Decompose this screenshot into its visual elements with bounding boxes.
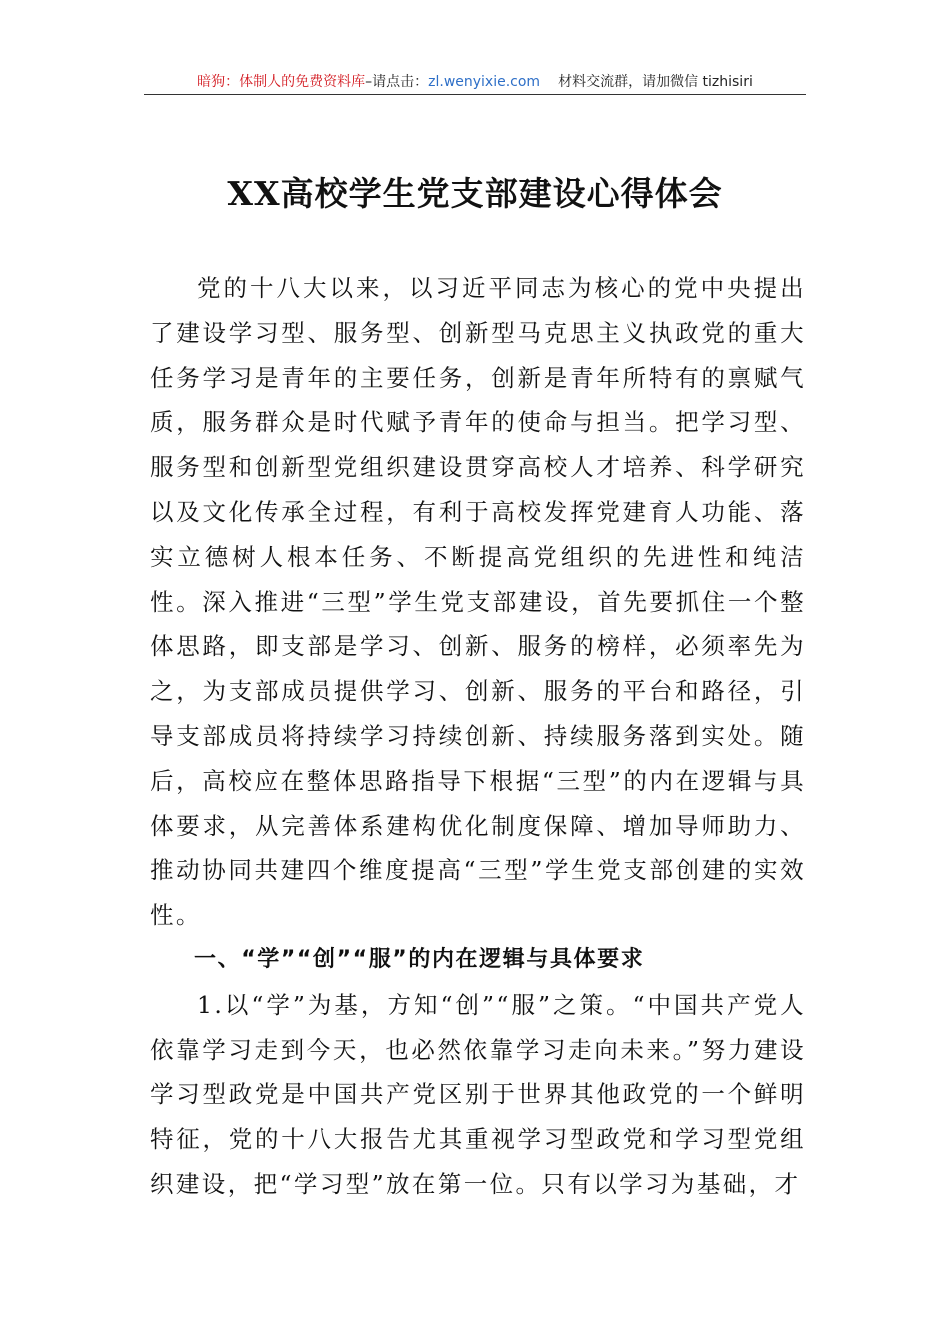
header-link[interactable]: zl.wenyixie.com	[428, 74, 541, 90]
header-click-prompt: –请点击：	[365, 74, 429, 90]
document-body	[150, 266, 806, 1207]
header-brand: 暗狗：体制人的免费资料库	[197, 74, 366, 90]
page-header	[144, 70, 806, 94]
section-heading-1: 一、“学”“创”“服”的内在逻辑与具体要求	[194, 946, 645, 972]
paragraph-intro: 党的十八大以来，以习近平同志为核心的党中央提出了建设学习型、服务型、创新型马克思主义执政党的重大任务学习是青年的主要任务，创新是青年所特有的禀赋气质，服务群众是时代赋予青年的使命与担当。把学习型、服务型和创新型党组织建设贯穿高校人才培养、科学研究以及文化传承全过程，有利于高校发挥党建育人功能、落实立德树人根本任务、不断提高党组织的先进性和纯洁性。深入推进“三型”学生党支部建设，首先要抓住一个整体思路，即支部是学习、创新、服务的榜样，必须率先为之，为支部成员提供学习、创新、服务的平台和路径，引导支部成员将持续学习持续创新、持续服务落到实处。随后，高校应在整体思路指导下根据“三型”的内在逻辑与具体要求，从完善体系建构优化制度保障、增加导师助力、推动协同共建四个维度提高“三型”学生党支部创建的实效性。	[150, 274, 806, 930]
paragraph-point-1: 1.以“学”为基，方知“创”“服”之策。“中国共产党人依靠学习走到今天，也必然依靠学习走向未来。”努力建设学习型政党是中国共产党区别于世界其他政党的一个鲜明特征，党的十八大报告尤其重视学习型政党和学习型党组织建设，把“学习型”放在第一位。只有以学习为基础，才	[150, 990, 806, 1198]
header-divider	[144, 94, 806, 95]
document-title: XX高校学生党支部建设心得体会	[227, 174, 723, 213]
header-note: 材料交流群，请加微信 tizhisiri	[558, 74, 753, 90]
